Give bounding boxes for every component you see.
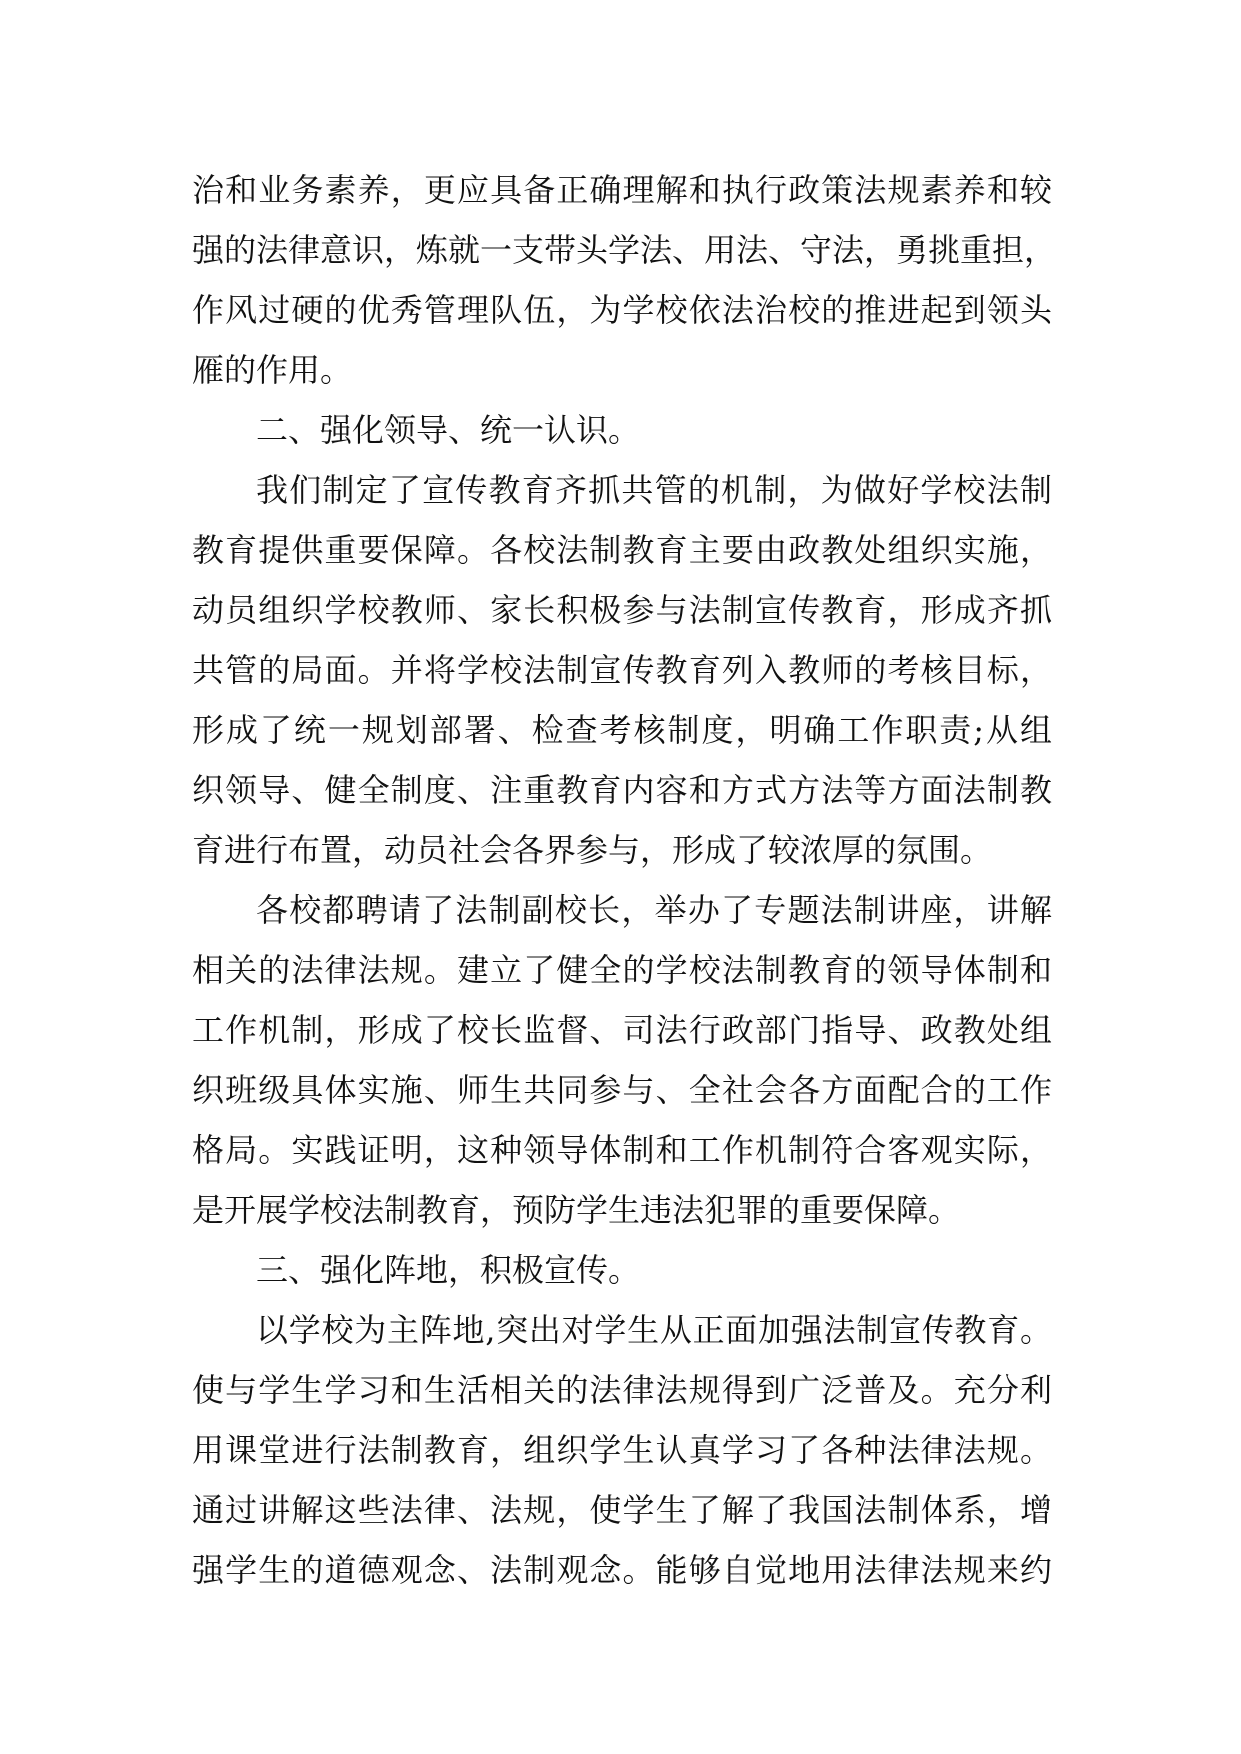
paragraph-first-line: 以学校为主阵地,突出对学生从正面加强法制宣传教育。 bbox=[256, 1311, 1052, 1349]
text-line: 相关的法律法规。建立了健全的学校法制教育的领导体制和 bbox=[192, 951, 1052, 989]
section-heading: 二、强化领导、统一认识。 bbox=[256, 411, 641, 449]
section-heading: 三、强化阵地，积极宣传。 bbox=[256, 1251, 641, 1289]
text-line: 工作机制，形成了校长监督、司法行政部门指导、政教处组 bbox=[192, 1011, 1052, 1049]
paragraph-first-line: 我们制定了宣传教育齐抓共管的机制，为做好学校法制 bbox=[256, 471, 1052, 509]
paragraph-first-line: 各校都聘请了法制副校长，举办了专题法制讲座，讲解 bbox=[256, 891, 1052, 929]
text-line: 强学生的道德观念、法制观念。能够自觉地用法律法规来约 bbox=[192, 1551, 1052, 1589]
text-line: 育进行布置，动员社会各界参与，形成了较浓厚的氛围。 bbox=[192, 831, 993, 869]
text-line: 形成了统一规划部署、检查考核制度，明确工作职责;从组 bbox=[192, 711, 1052, 749]
text-line: 通过讲解这些法律、法规，使学生了解了我国法制体系，增 bbox=[192, 1491, 1052, 1529]
text-line: 使与学生学习和生活相关的法律法规得到广泛普及。充分利 bbox=[192, 1371, 1052, 1409]
text-line: 教育提供重要保障。各校法制教育主要由政教处组织实施， bbox=[192, 531, 1052, 569]
text-line: 织领导、健全制度、注重教育内容和方式方法等方面法制教 bbox=[192, 771, 1052, 809]
text-line: 织班级具体实施、师生共同参与、全社会各方面配合的工作 bbox=[192, 1071, 1052, 1109]
text-line: 强的法律意识，炼就一支带头学法、用法、守法，勇挑重担， bbox=[192, 231, 1057, 269]
text-line: 治和业务素养，更应具备正确理解和执行政策法规素养和较 bbox=[192, 171, 1052, 209]
text-line: 雁的作用。 bbox=[192, 351, 353, 389]
text-line: 作风过硬的优秀管理队伍，为学校依法治校的推进起到领头 bbox=[192, 291, 1052, 329]
text-line: 是开展学校法制教育，预防学生违法犯罪的重要保障。 bbox=[192, 1191, 961, 1229]
text-line: 格局。实践证明，这种领导体制和工作机制符合客观实际， bbox=[192, 1131, 1052, 1169]
text-line: 动员组织学校教师、家长积极参与法制宣传教育，形成齐抓 bbox=[192, 591, 1052, 629]
document-body bbox=[192, 160, 1057, 1600]
text-line: 用课堂进行法制教育，组织学生认真学习了各种法律法规。 bbox=[192, 1431, 1052, 1469]
text-line: 共管的局面。并将学校法制宣传教育列入教师的考核目标， bbox=[192, 651, 1052, 689]
